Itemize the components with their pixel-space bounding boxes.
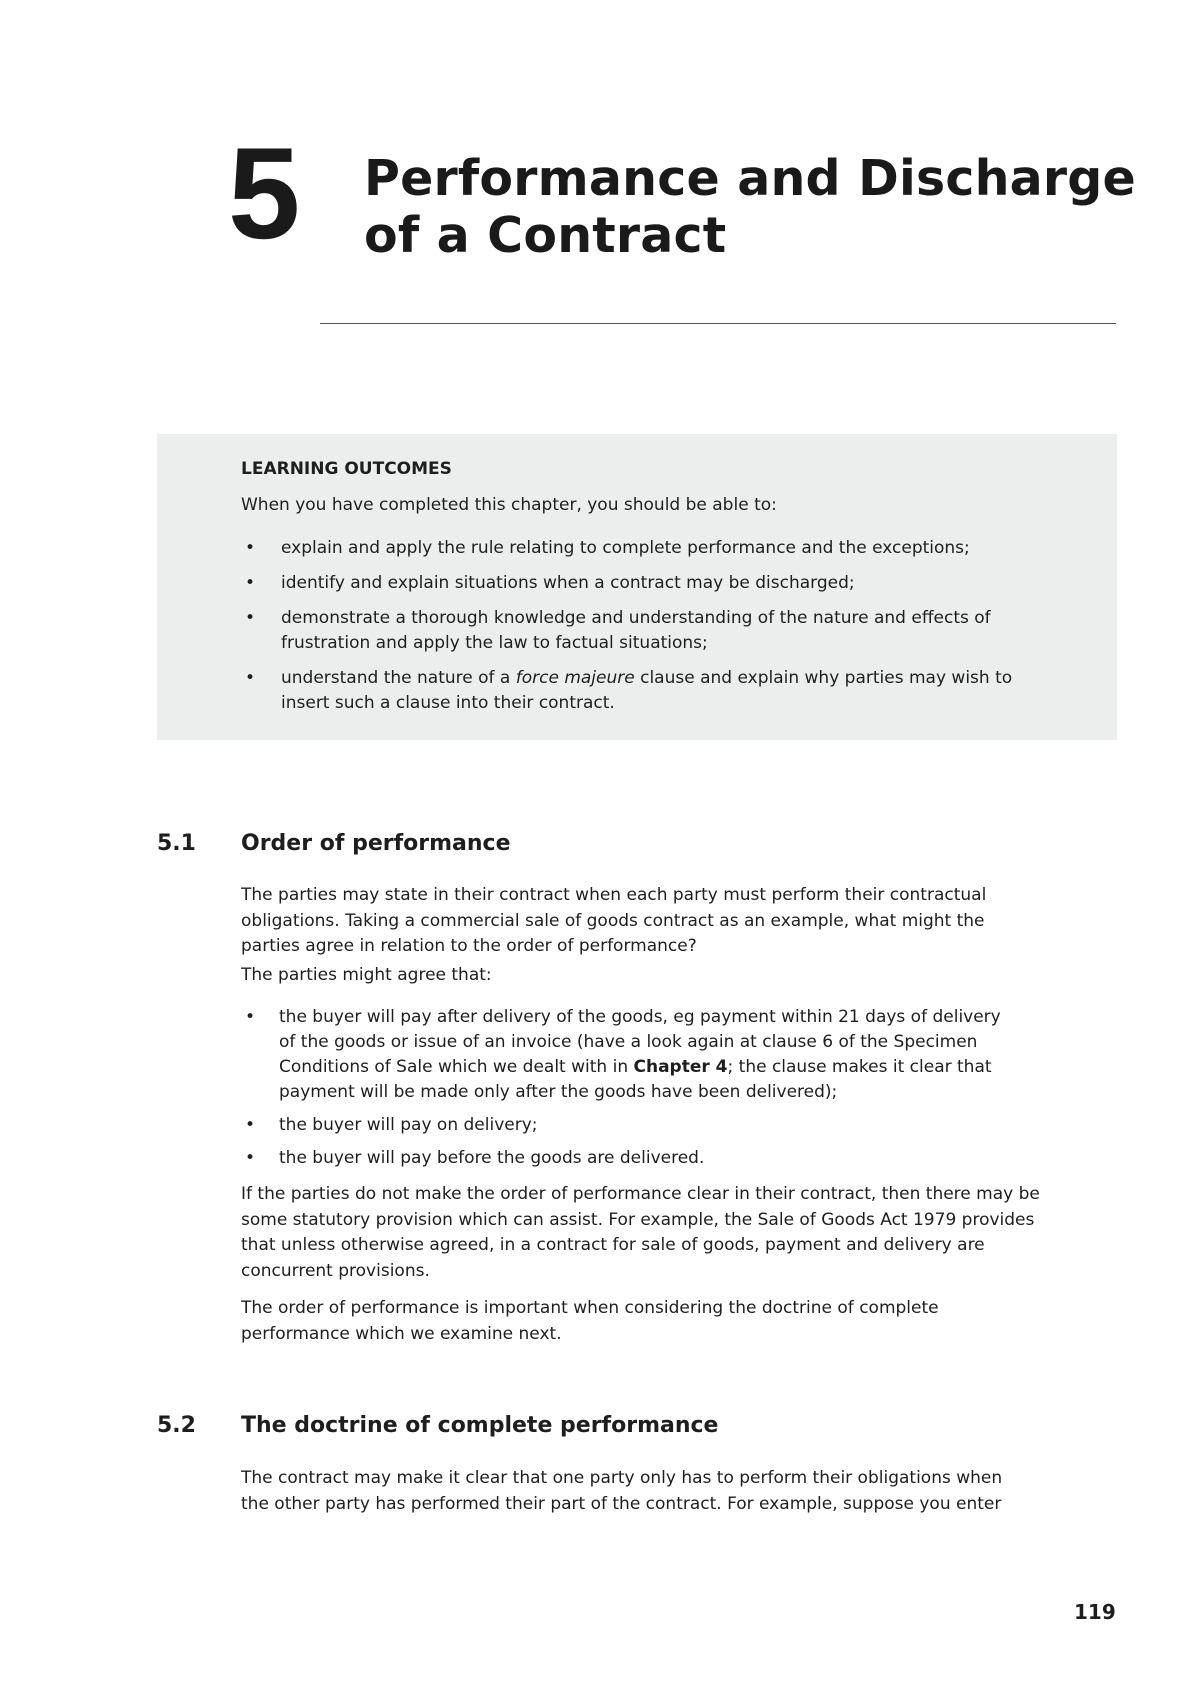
learning-outcome-text: identify and explain situations when a contract may be discharged;	[281, 573, 855, 593]
paragraph-line: that unless otherwise agreed, in a contract for sale of goods, payment and delivery are	[241, 1235, 985, 1255]
section-paragraph	[241, 1466, 1121, 1517]
chapter-title	[364, 150, 1136, 264]
page-number: 119	[1074, 1600, 1116, 1624]
paragraph-line: parties agree in relation to the order of performance?	[241, 936, 697, 956]
paragraph-line: the other party has performed their part of the contract. For example, suppose you enter	[241, 1493, 1002, 1514]
bullet-icon: •	[245, 538, 256, 558]
learning-outcomes-list	[241, 536, 1081, 726]
learning-outcome-text-line-1: demonstrate a thorough knowledge and understanding of the nature and effects of	[281, 608, 991, 628]
list-item-line: of the goods or issue of an invoice (have a look again at clause 6 of the Specimen	[279, 1032, 978, 1052]
learning-outcomes-heading: LEARNING OUTCOMES	[241, 459, 452, 479]
section-number: 5.1	[157, 831, 196, 856]
learning-outcomes-intro: When you have completed this chapter, you should be able to:	[241, 495, 777, 515]
paragraph-line: The contract may make it clear that one party only has to perform their obligations when	[241, 1468, 1003, 1488]
paragraph-line: obligations. Taking a commercial sale of goods contract as an example, what might the	[241, 910, 985, 931]
paragraph-line: The parties may state in their contract when each party must perform their contractual	[241, 885, 987, 905]
title-divider	[320, 323, 1116, 324]
learning-outcome-item	[241, 606, 1081, 656]
list-item	[241, 1146, 1081, 1171]
paragraph-line: The order of performance is important when considering the doctrine of complete	[241, 1298, 939, 1318]
bullet-icon: •	[245, 608, 256, 628]
learning-outcome-text-before: understand the nature of a	[281, 668, 516, 688]
paragraph-line: performance which we examine next.	[241, 1323, 562, 1344]
bullet-icon: •	[245, 1007, 256, 1027]
section-number: 5.2	[157, 1413, 196, 1438]
list-item-line: ; the clause makes it clear that	[727, 1057, 992, 1077]
bullet-icon: •	[245, 573, 256, 593]
section-paragraph	[241, 883, 1121, 960]
list-item-line: Conditions of Sale which we dealt with in	[279, 1057, 634, 1077]
bullet-icon: •	[245, 1115, 256, 1135]
learning-outcome-item	[241, 536, 1081, 561]
paragraph-line: concurrent provisions.	[241, 1260, 430, 1281]
section-title: Order of performance	[241, 831, 511, 856]
chapter-title-line-1: Performance and Discharge	[364, 150, 1136, 207]
paragraph-line: If the parties do not make the order of performance clear in their contract, then there may be	[241, 1184, 1040, 1204]
learning-outcome-emphasis: force majeure	[515, 668, 635, 688]
learning-outcome-text: explain and apply the rule relating to complete performance and the exceptions;	[281, 538, 970, 558]
learning-outcomes-box	[157, 434, 1117, 740]
bullet-icon: •	[245, 1148, 256, 1168]
chapter-number: 5	[228, 120, 299, 266]
list-item-text: the buyer will pay before the goods are delivered.	[279, 1148, 705, 1168]
learning-outcome-text-after-line-2: insert such a clause into their contract.	[281, 693, 615, 713]
section-paragraph	[241, 1296, 1121, 1347]
list-item-line: payment will be made only after the goods have been delivered);	[279, 1082, 838, 1102]
section-paragraph	[241, 1182, 1121, 1284]
learning-outcome-item	[241, 571, 1081, 596]
performance-options-list	[241, 1005, 1081, 1179]
chapter-title-line-2: of a Contract	[364, 207, 727, 264]
paragraph-line: some statutory provision which can assist. For example, the Sale of Goods Act 1979 provides	[241, 1209, 1035, 1230]
list-item-text: the buyer will pay on delivery;	[279, 1115, 538, 1135]
section-paragraph: The parties might agree that:	[241, 965, 492, 985]
list-item	[241, 1005, 1081, 1105]
learning-outcome-text-line-2: frustration and apply the law to factual situations;	[281, 633, 708, 653]
learning-outcome-text-after-line-1: clause and explain why parties may wish to	[634, 668, 1013, 688]
section-title: The doctrine of complete performance	[241, 1413, 719, 1438]
learning-outcome-item	[241, 666, 1081, 716]
bullet-icon: •	[245, 668, 256, 688]
chapter-reference: Chapter 4	[633, 1057, 728, 1077]
list-item	[241, 1113, 1081, 1138]
list-item-line: the buyer will pay after delivery of the goods, eg payment within 21 days of delivery	[279, 1007, 1001, 1027]
